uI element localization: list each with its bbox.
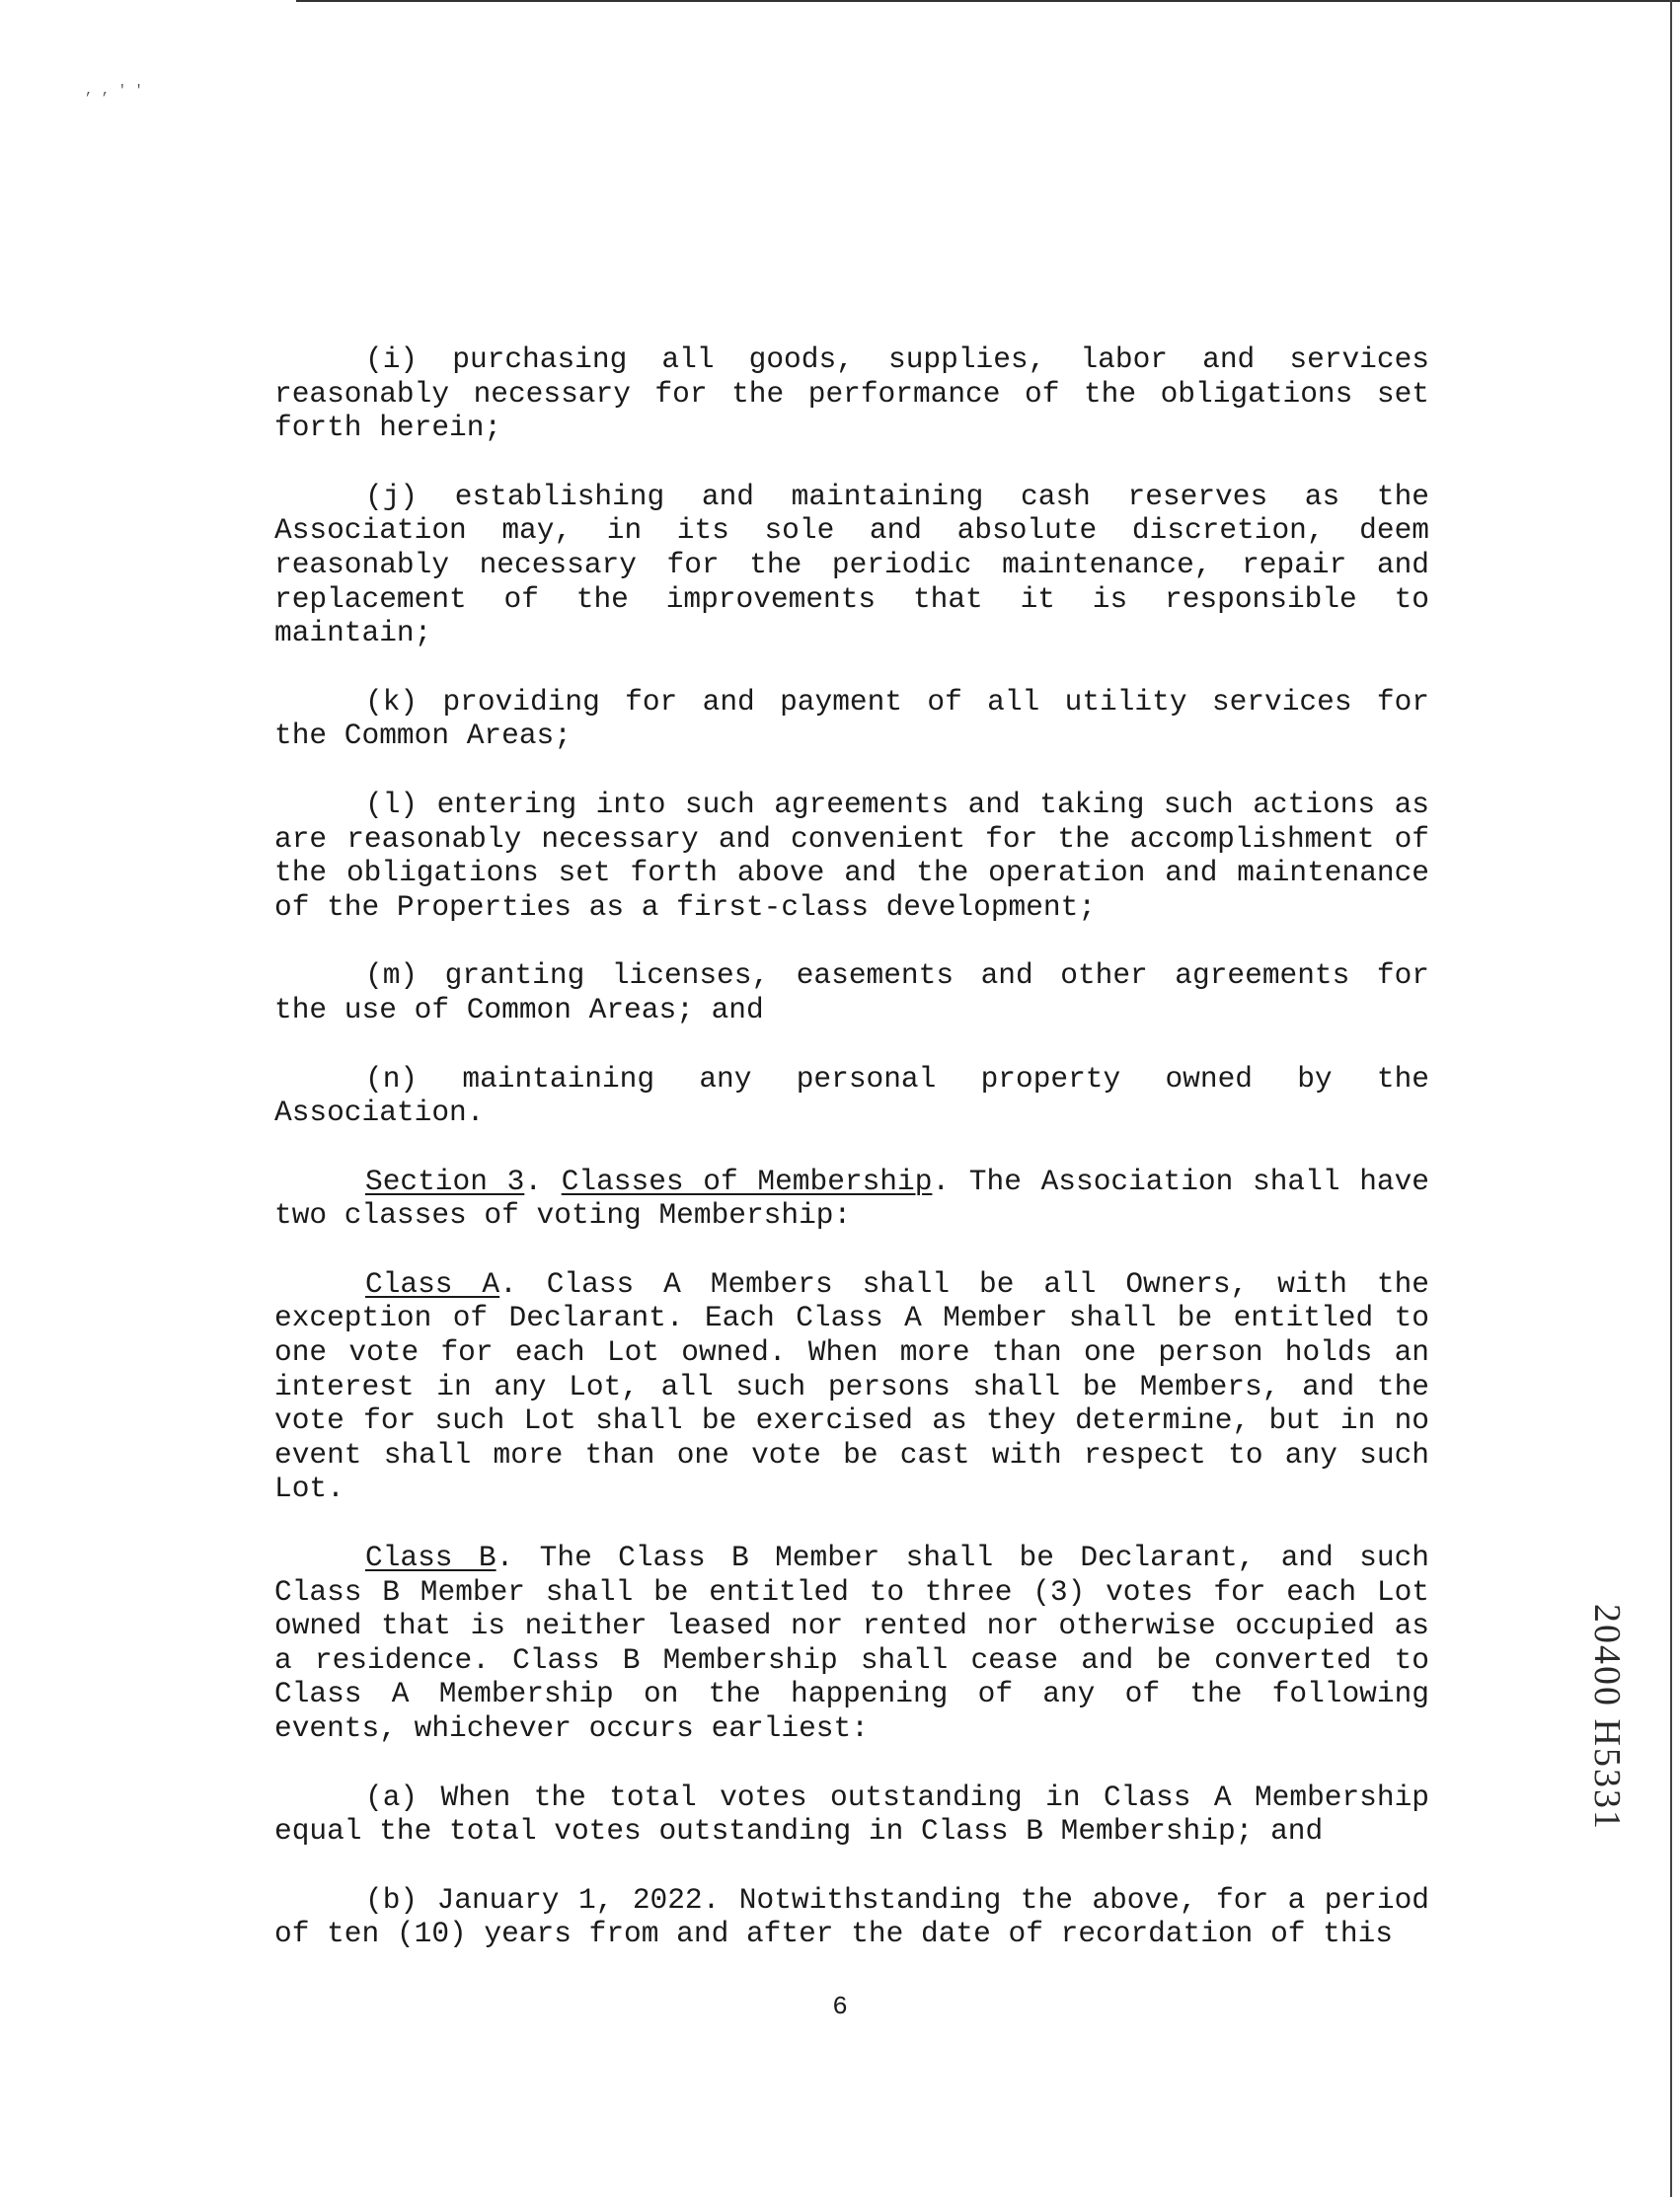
paragraph-j: (j) establishing and maintaining cash reserves as the Association may, in its sole and absolute discretion, deem reasonably necessary for the periodic maintenance, repair and replacement of the improvements that it is responsible to maintain; <box>274 479 1429 650</box>
paragraph-k: (k) providing for and payment of all utility services for the Common Areas; <box>274 684 1429 753</box>
right-scan-edge <box>1670 0 1672 2197</box>
class-b-heading: Class B <box>365 1541 496 1575</box>
recording-stamp-text: 20400 H5331 <box>1586 1604 1628 1831</box>
event-b-paragraph: (b) January 1, 2022. Notwithstanding the above, for a period of ten (10) years from and after the date of recordation of this <box>274 1882 1429 1951</box>
paragraph-m: (m) granting licenses, easements and other agreements for the use of Common Areas; and <box>274 958 1429 1026</box>
recording-stamp <box>1577 1594 1637 1841</box>
class-b-paragraph: Class B. The Class B Member shall be Declarant, and such Class B Member shall be entitled to three (3) votes for each Lot owned that is neither leased nor rented nor otherwise occupied as a residence. Class B Membership shall cease and be converted to Class A Membership on the happening of any of the following events, whichever occurs earliest: <box>274 1541 1429 1745</box>
page-number: 6 <box>832 1992 848 2021</box>
paragraph-l: (l) entering into such agreements and taking such actions as are reasonably necessary and convenient for the accomplishment of the obligations set forth above and the operation and maintenance of the Properties as a first-class development; <box>274 787 1429 924</box>
document-body <box>274 342 1429 1986</box>
paragraph-n: (n) maintaining any personal property owned by the Association. <box>274 1061 1429 1130</box>
scan-specks: , , ' ' <box>85 83 143 99</box>
paragraph-i: (i) purchasing all goods, supplies, labor and services reasonably necessary for the performance of the obligations set forth herein; <box>274 342 1429 445</box>
top-scan-edge <box>296 0 1680 2</box>
class-a-heading: Class A <box>365 1266 500 1301</box>
section-3-paragraph: Section 3. Classes of Membership. The Association shall have two classes of voting Membership: <box>274 1164 1430 1233</box>
class-a-paragraph: Class A. Class A Members shall be all Owners, with the exception of Declarant. Each Class A Member shall be entitled to one vote for each Lot owned. When more than one person holds an interest in any Lot, all such persons shall be Members, and the vote for such Lot shall be exercised as they determine, but in no event shall more than one vote be cast with respect to any such Lot. <box>274 1266 1429 1506</box>
section-3-label: Section 3 <box>365 1164 525 1198</box>
event-a-paragraph: (a) When the total votes outstanding in Class A Membership equal the total votes outstanding in Class B Membership; and <box>274 1780 1429 1849</box>
section-3-title: Classes of Membership <box>561 1164 933 1198</box>
